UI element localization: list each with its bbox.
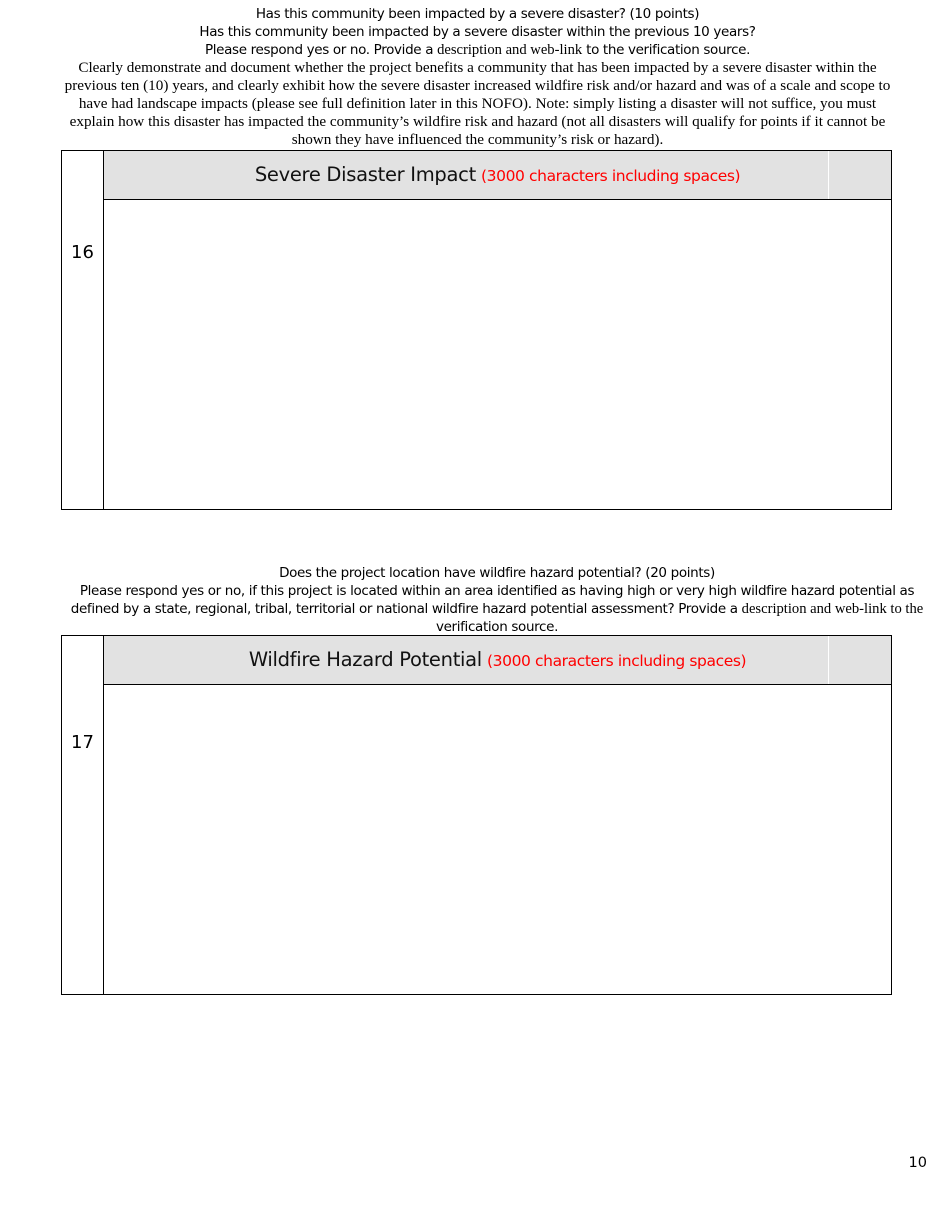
section-16-instruction [55, 41, 900, 59]
section-17-header-divider [828, 636, 829, 684]
section-17-form-box [61, 635, 892, 995]
section-16-description: Clearly demonstrate and document whether the project benefits a community that has been impacted by a severe disaster within the previous ten (10) years, and clearly exhibit how the severe disaster increased wildfire risk and/or hazard and was of a scale and scope to have had landscape impacts (please see full definition later in this NOFO). Note: simply listing a disaster will not suffice, you must explain how this disaster has impacted the community’s wildfire risk and hazard (not all disasters will qualify for points if it cannot be shown they have influenced the community’s risk or hazard). [64, 59, 891, 148]
section-16-subquestion: Has this community been impacted by a severe disaster within the previous 10 years? [199, 24, 756, 40]
section-17-header [104, 636, 891, 685]
section-16-header-divider [828, 151, 829, 199]
section-16-number: 16 [71, 242, 94, 263]
section-16-form-box [61, 150, 892, 510]
section-16-header-title: Severe Disaster Impact [254, 163, 476, 186]
section-17-character-limit: (3000 characters including spaces) [487, 652, 747, 670]
section-17-intro [62, 564, 932, 636]
page-number: 10 [908, 1155, 927, 1171]
section-17-number-column [62, 636, 104, 994]
section-17-instruction [62, 582, 932, 636]
section-17-question: Does the project location have wildfire hazard potential? (20 points) [279, 565, 715, 581]
section-16-instruction-a: Please respond yes or no. Provide a [204, 42, 434, 58]
section-16-header [104, 151, 891, 200]
section-16-answer-field[interactable] [104, 200, 891, 509]
section-16-question: Has this community been impacted by a severe disaster? (10 points) [255, 6, 700, 22]
section-17-header-title: Wildfire Hazard Potential [248, 648, 482, 671]
section-16-number-column [62, 151, 104, 509]
section-17-instruction-c: verification source. [435, 619, 559, 635]
section-17-instruction-a: Please respond yes or no, if this project is located within an area identified as having high or very high wildfire hazard potential as defined by a state, regional, tribal, territorial or national wildfire hazard potential assessment? Provide a [70, 583, 915, 617]
section-17-answer-field[interactable] [104, 685, 891, 994]
section-16-intro [55, 5, 900, 149]
section-16-character-limit: (3000 characters including spaces) [481, 167, 741, 185]
section-16-instruction-c: to the verification source. [586, 42, 751, 58]
section-16-instruction-b: description and web-link [437, 42, 583, 58]
section-17-number: 17 [71, 732, 94, 753]
section-17-instruction-b: description and web-link to the [741, 601, 924, 617]
